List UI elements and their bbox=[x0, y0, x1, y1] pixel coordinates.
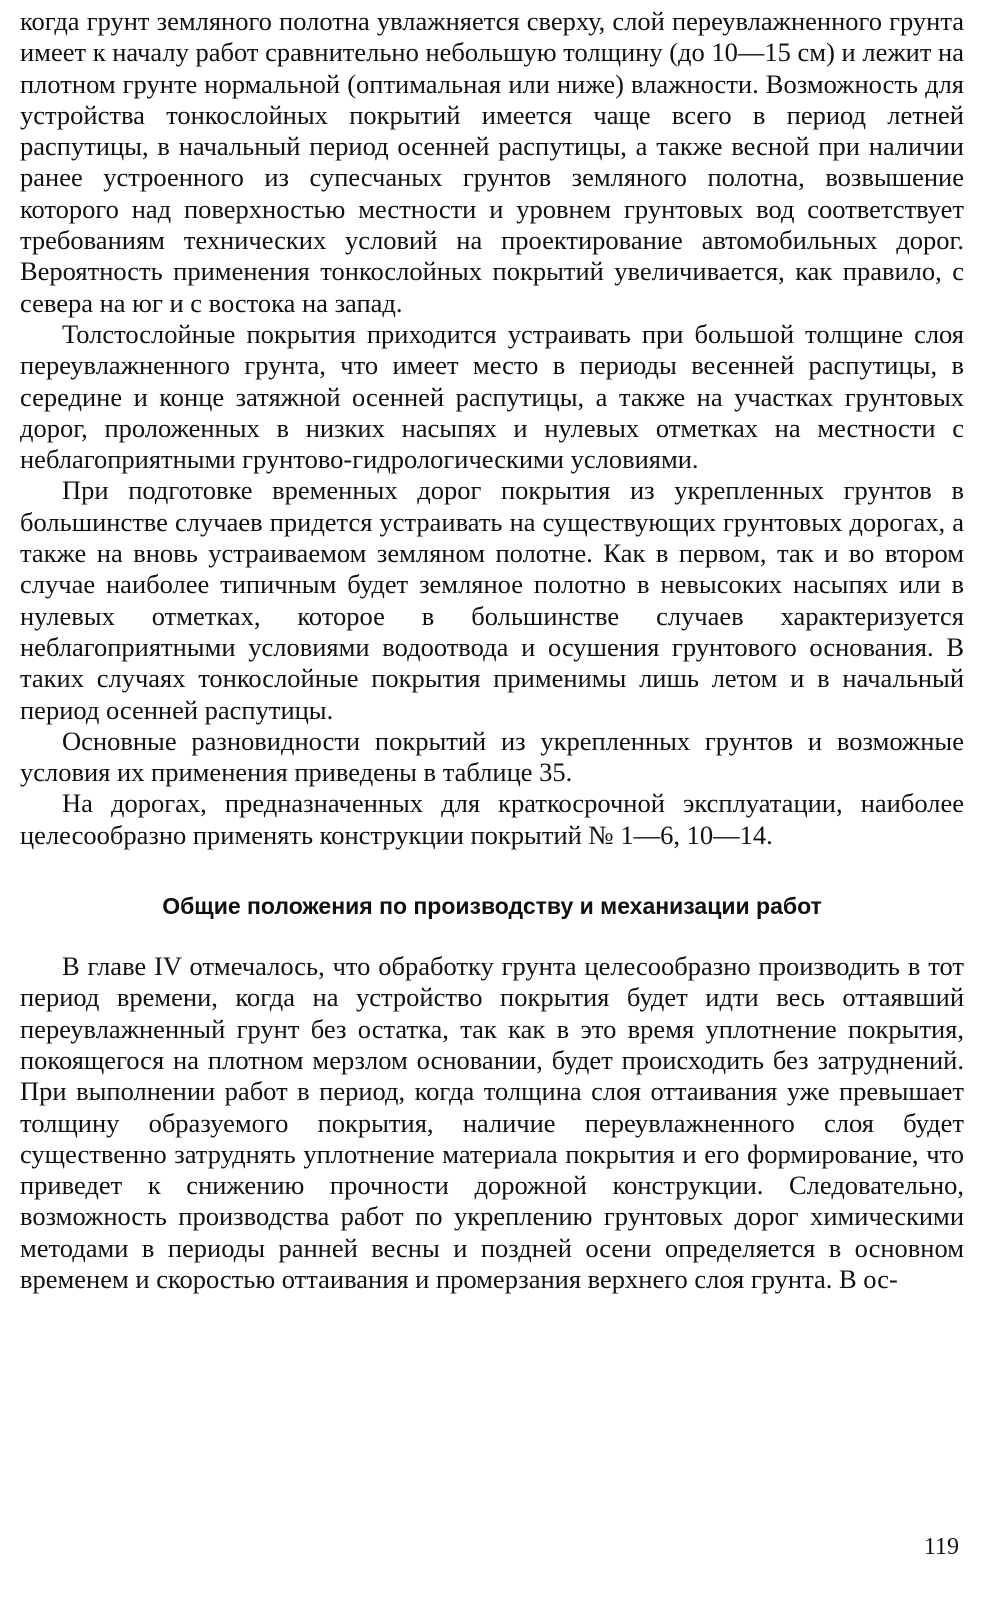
page-number: 119 bbox=[923, 1534, 959, 1560]
paragraph-temporary-roads: При подготовке временных дорог покрытия из укрепленных грунтов в большинстве случаев придется устраивать на существующих грунтовых дорогах, а также на вновь устраиваемом земляном полотне. Как в первом, так и во втором случае наиболее типичным будет земляное полотно в невысоких насыпях или в нулевых отметках, которое в большинстве случаев характеризуется неблагоприятными условиями водоотвода и осушения грунтового основания. В таких случаях тонкослойные покрытия применимы лишь летом и в начальный период осенней распутицы. bbox=[20, 475, 964, 725]
paragraph-continuation: когда грунт земляного полотна увлажняется сверху, слой переувлажненного грунта имеет к началу работ сравнительно небольшую толщину (до 10—15 см) и лежит на плотном грунте нормальной (оптимальная или ниже) влажности. Возможность для устройства тонкослойных покрытий имеется чаще всего в период летней распутицы, в начальный период осенней распутицы, а также весной при наличии ранее устроенного из супесчаных грунтов земляного полотна, возвышение которого над поверхностью местности и уровнем грунтовых вод соответствует требованиям технических условий на проектирование автомобильных дорог. Вероятность применения тонкослойных покрытий увеличивается, как правило, с севера на юг и с востока на запад. bbox=[20, 6, 964, 318]
page bbox=[20, 6, 964, 1295]
section-heading: Общие положения по производству и механизации работ bbox=[162, 893, 822, 920]
paragraph-short-term-roads: На дорогах, предназначенных для краткосрочной эксплуатации, наиболее целесообразно применять конструкции покрытий № 1—6, 10—14. bbox=[20, 788, 964, 850]
paragraph-table-reference: Основные разновидности покрытий из укрепленных грунтов и возможные условия их применения приведены в таблице 35. bbox=[20, 725, 964, 788]
paragraph-chapter-iv: В главе IV отмечалось, что обработку грунта целесообразно производить в тот период времени, когда на устройство покрытия будет идти весь оттаявший переувлажненный грунт без остатка, так как в это время уплотнение покрытия, покоящегося на плотном мерзлом основании, будет происходить без затруднений. При выполнении работ в период, когда толщина слоя оттаивания уже превышает толщину образуемого покрытия, наличие переувлажненного слоя будет существенно затруднять уплотнение материала покрытия и его формирование, что приведет к снижению прочности дорожной конструкции. Следовательно, возможность производства работ по укреплению грунтовых дорог химическими методами в периоды ранней весны и поздней осени определяется в основном временем и скоростью оттаивания и промерзания верхнего слоя грунта. В ос- bbox=[20, 951, 964, 1294]
paragraph-thick-coatings: Толстослойные покрытия приходится устраивать при большой толщине слоя переувлажненного грунта, что имеет место в периоды весенней распутицы, в середине и конце затяжной осенней распутицы, а также на участках грунтовых дорог, проложенных в низких насыпях и нулевых отметках на местности с неблагоприятными грунтово-гидрологическими условиями. bbox=[20, 318, 964, 475]
